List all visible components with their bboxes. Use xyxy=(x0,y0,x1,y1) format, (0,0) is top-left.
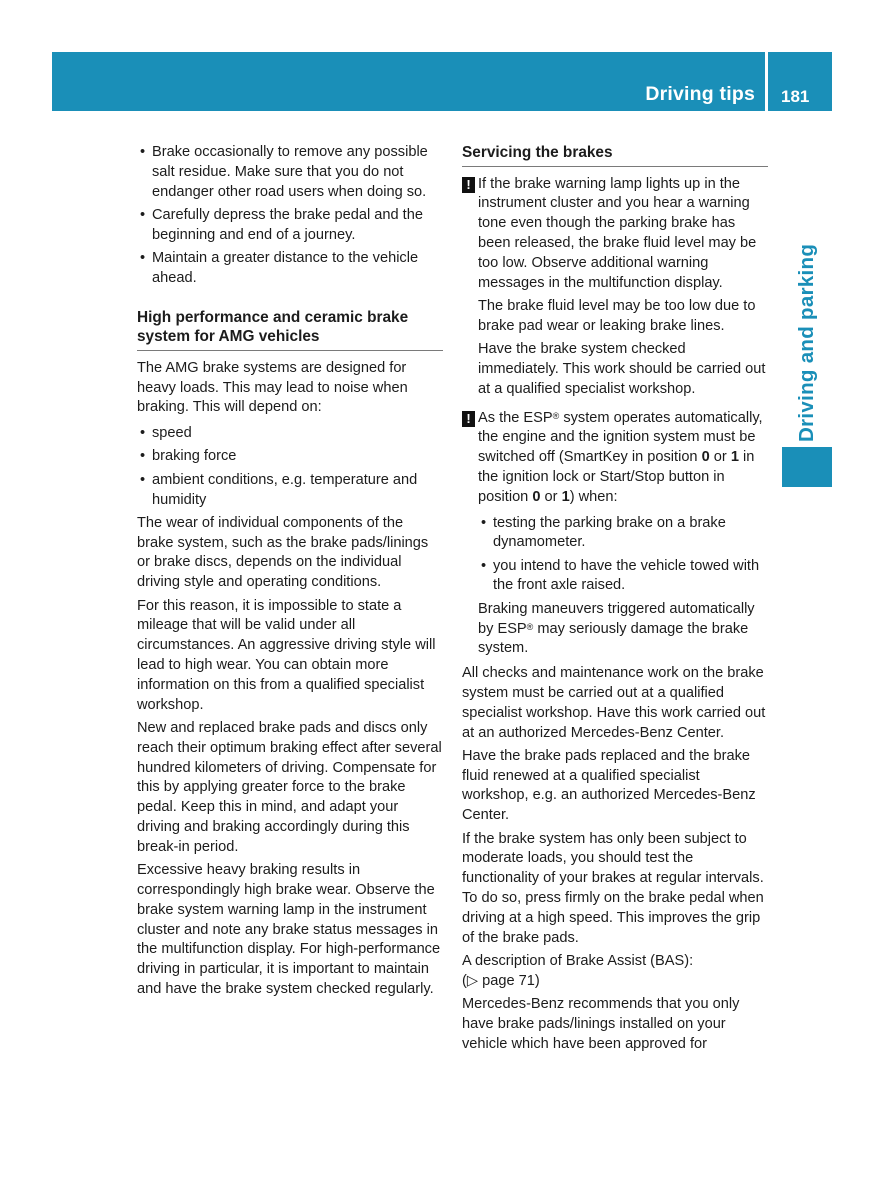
text-run: ) when: xyxy=(569,488,618,505)
paragraph: Have the brake pads replaced and the brake fluid renewed at a qualified specialist workshop, e.g. an authorized Mercedes-Benz Center. xyxy=(462,747,756,824)
page-number: 181 xyxy=(781,87,810,106)
text-run: may seriously damage the brake system. xyxy=(478,620,749,657)
section-title: Driving tips xyxy=(645,83,755,105)
key-position: 1 xyxy=(730,449,739,466)
list-item: • ambient conditions, e.g. temperature and humidity xyxy=(137,471,443,511)
list-item: • Maintain a greater distance to the vehicle ahead. xyxy=(137,249,443,289)
key-position: 0 xyxy=(701,449,710,466)
paragraph: Mercedes-Benz recommends that you only have brake pads/linings installed on your vehicle which have been approved for xyxy=(462,996,740,1052)
text-run: in the ignition lock or Start/Stop button in position xyxy=(478,449,755,505)
right-column xyxy=(462,143,768,1058)
text-run: Braking maneuvers triggered automatically by ESP xyxy=(478,600,755,637)
warning-block xyxy=(462,175,768,400)
page-reference-link[interactable]: (▷ page 71) xyxy=(462,972,540,989)
paragraph: Have the brake system checked immediately. This work should be carried out at a qualified specialist workshop. xyxy=(478,341,766,397)
text-run: As the ESP xyxy=(478,409,553,426)
paragraph: A description of Brake Assist (BAS): xyxy=(462,953,694,970)
side-tab-marker xyxy=(782,447,832,487)
section-heading: Servicing the brakes xyxy=(462,143,768,167)
header-bar xyxy=(52,52,765,111)
paragraph: New and replaced brake pads and discs only reach their optimum braking effect after several hundred kilometers of driving. Compensate for this by applying greater force to the brake pedal. Keep this in mind, and adapt your driving and braking accordingly during this break-in period. xyxy=(137,720,442,855)
text-run: or xyxy=(709,449,731,466)
paragraph: If the brake warning lamp lights up in the instrument cluster and you hear a warning tone even though the parking brake has been released, the brake fluid level may be too low. Observe additional warning messages in the multifunction display. xyxy=(478,175,757,291)
list-item: • Brake occasionally to remove any possible salt residue. Make sure that you do not endanger other road users when doing so. xyxy=(137,143,443,202)
registered-mark: ® xyxy=(552,410,560,421)
warning-block xyxy=(462,409,768,660)
paragraph xyxy=(478,409,768,508)
paragraph xyxy=(478,600,768,659)
list-item: • braking force xyxy=(137,447,443,467)
key-position: 1 xyxy=(561,488,570,505)
left-column xyxy=(137,143,443,1003)
list-item: • testing the parking brake on a brake dynamometer. xyxy=(478,514,768,554)
side-tab-label: Driving and parking xyxy=(795,243,818,442)
key-position: 0 xyxy=(532,488,541,505)
text-run: or xyxy=(540,488,562,505)
list-item: • speed xyxy=(137,424,443,444)
registered-mark: ® xyxy=(526,621,534,632)
text-run: system operates automatically, the engine and the ignition system must be switched off (SmartKey in position xyxy=(478,409,763,466)
page-number-box xyxy=(768,52,832,111)
paragraph: If the brake system has only been subject to moderate loads, you should test the functionality of your brakes at regular intervals. To do so, press firmly on the brake pedal when driving at a high speed. This improves the grip of the brake pads. xyxy=(462,830,764,946)
list-item: • Carefully depress the brake pedal and the beginning and end of a journey. xyxy=(137,206,443,246)
paragraph: The brake fluid level may be too low due to brake pad wear or leaking brake lines. xyxy=(478,297,756,334)
paragraph: All checks and maintenance work on the brake system must be carried out at a qualified specialist workshop. Have this work carried out at an authorized Mercedes-Benz Center. xyxy=(462,665,766,741)
warning-icon: ! xyxy=(462,411,475,427)
paragraph: The AMG brake systems are designed for heavy loads. This may lead to noise when braking. This will depend on: xyxy=(137,359,408,416)
paragraph: The wear of individual components of the brake system, such as the brake pads/linings or brake discs, depends on the individual driving style and operating conditions. xyxy=(137,514,429,591)
paragraph: For this reason, it is impossible to state a mileage that will be valid under all circumstances. An aggressive driving style will lead to high wear. You can obtain more information on this from a qualified specialist workshop. xyxy=(137,597,436,713)
warning-icon: ! xyxy=(462,177,475,193)
paragraph: Excessive heavy braking results in correspondingly high brake wear. Observe the brake system warning lamp in the instrument cluster and note any brake status messages in the multifunction display. For high-performance driving in particular, it is important to maintain and have the brake system checked regularly. xyxy=(137,862,441,997)
list-item: • you intend to have the vehicle towed with the front axle raised. xyxy=(478,557,768,597)
section-heading: High performance and ceramic brake system for AMG vehicles xyxy=(137,308,443,351)
